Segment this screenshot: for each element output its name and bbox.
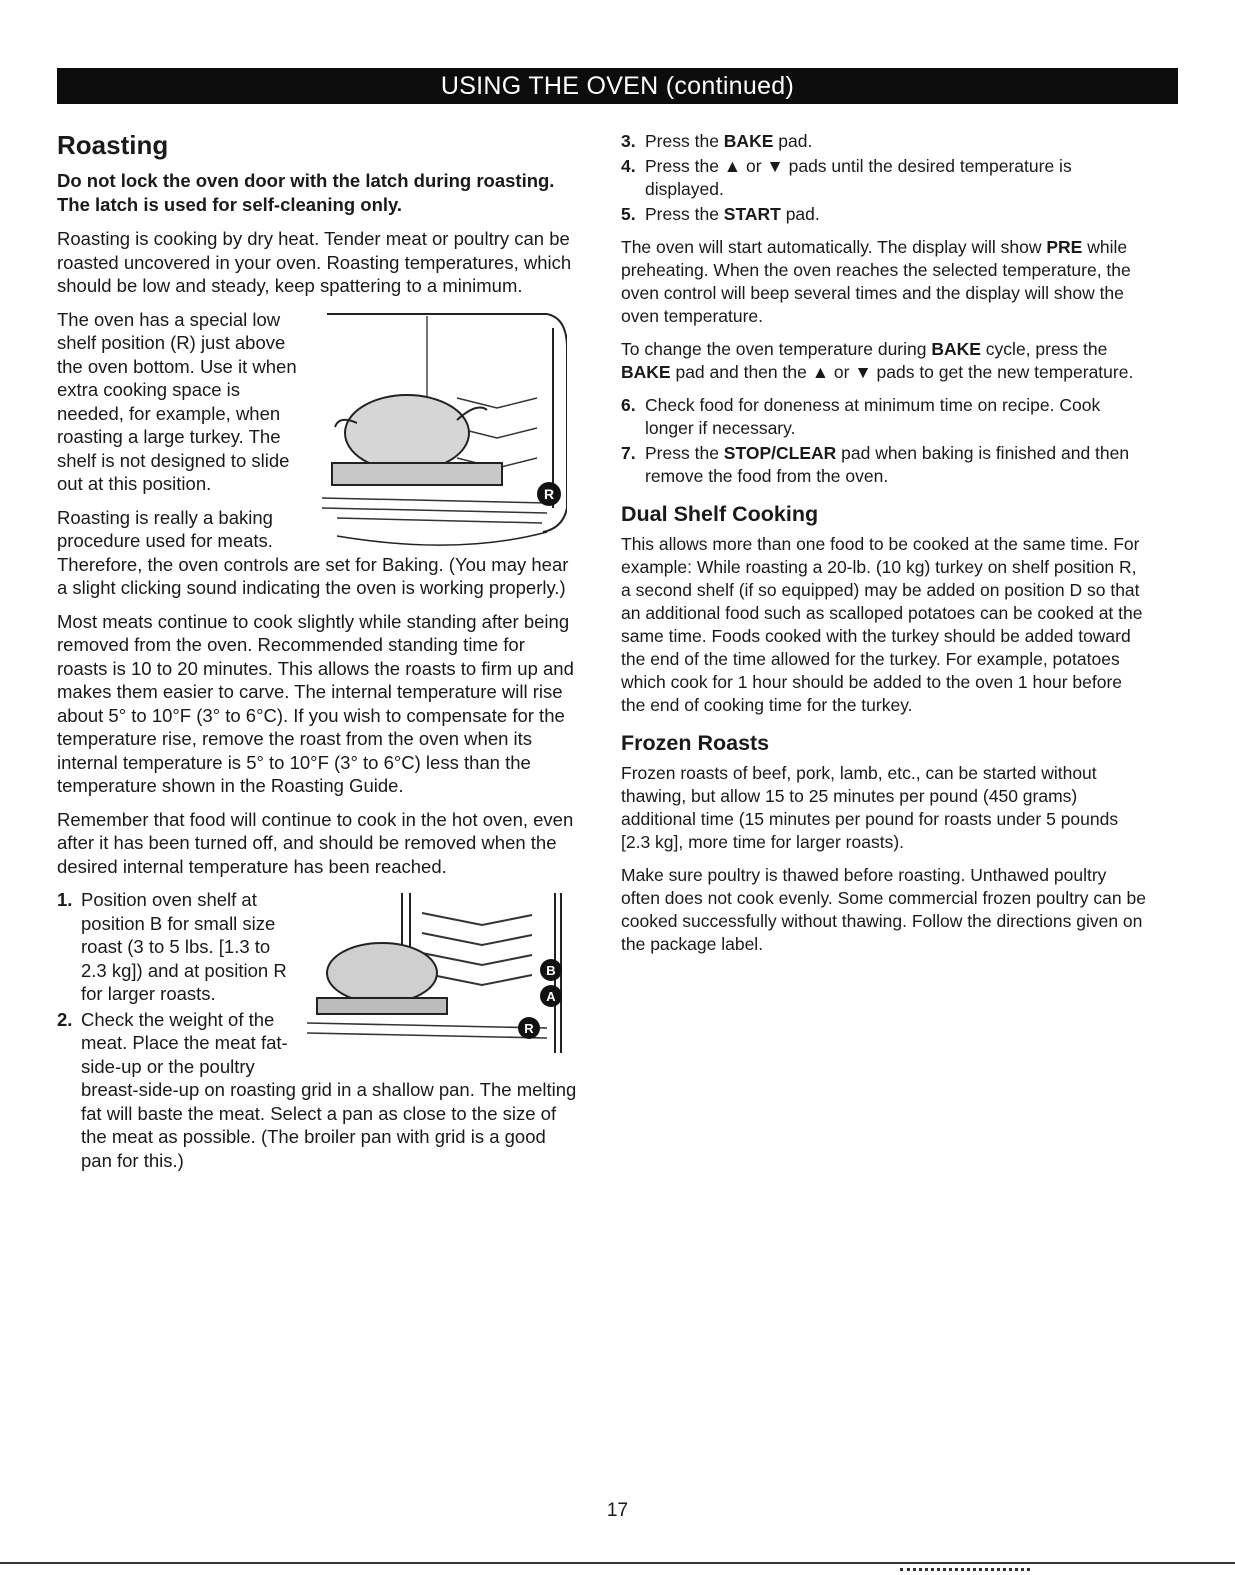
list-item: 7. Press the STOP/CLEAR pad when baking is finished and then remove the food from the oven. [621,443,1130,486]
shelf-label-a: A [546,989,556,1004]
frozen-roasts-text: Frozen roasts of beef, pork, lamb, etc., can be started without thawing, but allow 15 to 25 minutes per pound (450 grams) additional time (15 minutes per pound for roasts under 5 pounds [2.3 kg], more time for larger roasts). [621,763,1119,852]
stop-clear-key: STOP/CLEAR [723,443,837,463]
standing-time-text: Most meats continue to cook slightly while standing after being removed from the oven. Recommended standing time for roasts is 10 to 20 minutes. This allows the roasts to firm up and makes them easier to carve. The internal temperature will rise about 5° to 10°F (3° to 6°C). If you wish to compensate for the temperature rise, remove the roast from the oven when its internal temperature is 5° to 10°F (3° to 6°C) less than the temperature shown in the Roasting Guide. [57,610,574,796]
right-column [621,130,1146,966]
shelf-label-r2: R [524,1021,534,1036]
continue-cook-text: Remember that food will continue to cook in the hot oven, even after it has been turned off, and should be removed when the desired internal temperature has been reached. [57,808,574,877]
roasting-intro: Roasting is cooking by dry heat. Tender meat or poultry can be roasted uncovered in your oven. Roasting temperatures, which should be low and steady, keep spattering to a minimum. [57,228,572,296]
finish-steps [621,394,1146,488]
list-item: 1. Position oven shelf at position B for small size roast (3 to 5 lbs. [1.3 to 2.3 kg]) and at position R for larger roasts. [57,889,287,1004]
bake-steps [621,130,1146,226]
roasting-title: Roasting [57,130,169,160]
bake-key: BAKE [723,131,774,151]
up-arrow-icon: ▲ [723,156,742,176]
change-temp-text: To change the oven temperature during BAKE cycle, press the BAKE pad and then the ▲ or ▼ pads to get the new temperature. [621,339,1134,382]
special-shelf-text: The oven has a special low shelf position (R) just above the oven bottom. Use it when extra cooking space is needed, for example, when roasting a large turkey. The shelf is not designed to slide out at this position. [57,308,297,494]
up-arrow-icon: ▲ [811,362,830,382]
shelf-label-b: B [546,963,556,978]
list-item: 6. Check food for doneness at minimum time on recipe. Cook longer if necessary. [621,395,1101,438]
down-arrow-icon: ▼ [766,156,784,176]
bottom-mark [900,1568,1030,1574]
bottom-rule [0,1562,1235,1564]
left-column [57,130,577,1182]
start-key: START [723,204,781,224]
list-item: 2. Check the weight of the meat. Place the meat fat-side-up or the poultry breast-side-up on roasting grid in a shallow pan. The melting fat will baste the meat. Select a pan as close to the size of the meat as possible. (The broiler pan with grid is a good pan for this.) [57,1008,577,1171]
page-number: 17 [606,1500,629,1521]
turkey-oven-illustration [317,308,567,548]
dual-shelf-text: This allows more than one food to be cooked at the same time. For example: While roasting a 20-lb. (10 kg) turkey on shelf position R, a second shelf (if so equipped) may be added on position D so that an additional food such as scalloped potatoes can be cooked at the same time. Foods cooked with the turkey should be added toward the end of the time allowed for the turkey. For example, potatoes which cook for 1 hour should be added to the oven 1 hour before the end of cooking time for the turkey. [621,534,1143,715]
list-item: 3. Press the BAKE pad. [621,131,813,151]
down-arrow-icon: ▼ [854,362,872,382]
shelf-label-r: R [543,485,555,502]
list-item: 5. Press the START pad. [621,204,820,224]
pre-key: PRE [1046,237,1083,257]
section-banner: USING THE OVEN (continued) [57,68,1178,104]
frozen-poultry-text: Make sure poultry is thawed before roasting. Unthawed poultry often does not cook evenly. Some commercial frozen poultry can be cooked successfully without thawing. Follow the directions given on the package label. [621,865,1146,954]
roasting-warning: Do not lock the oven door with the latch during roasting. The latch is used for self-cleaning only. [57,170,555,215]
roasting-steps [57,888,577,1172]
list-item: 4. Press the ▲ or ▼ pads until the desired temperature is displayed. [621,156,1072,199]
dual-shelf-title: Dual Shelf Cooking [621,502,819,526]
baking-procedure-text: Roasting is really a baking procedure used for meats. Therefore, the oven controls are set for Baking. (You may hear a slight clicking sound indicating the oven is working properly.) [57,506,569,598]
frozen-roasts-title: Frozen Roasts [621,731,770,755]
auto-start-text: The oven will start automatically. The display will show PRE while preheating. When the oven reaches the selected temperature, the oven control will beep several times and the display will show the oven temperature. [621,237,1131,326]
